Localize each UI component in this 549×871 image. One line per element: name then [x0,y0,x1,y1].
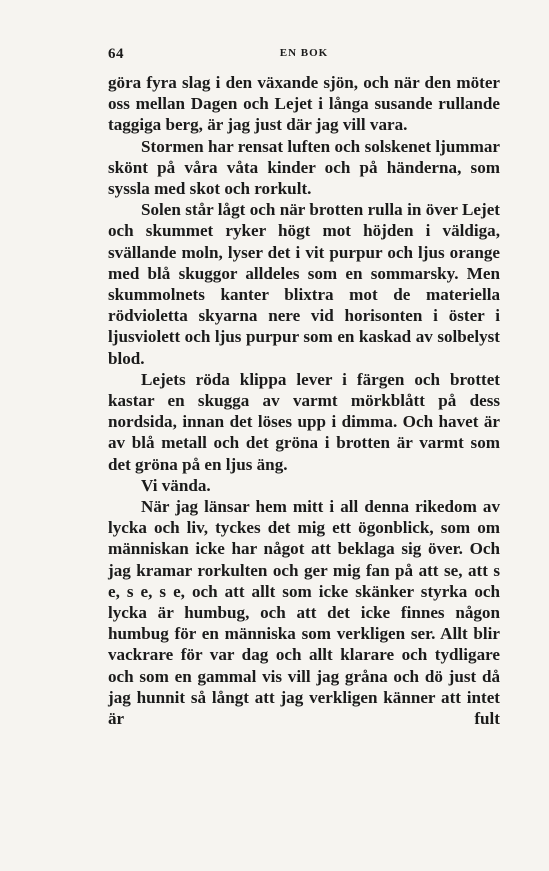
paragraph-6: När jag länsar hem mitt i all denna rikedom av lycka och liv, tyckes det mig ett ögonblick, som om människan icke har något att beklaga sig över. Och jag kramar rorkulten och ger mig fan på att se, att s e, s e, s e, och att allt som icke skänker styrka och lycka är humbug, och att det icke finnes någon humbug för en människa som verkligen ser. Allt blir vackrare för var dag och allt klarare och tydligare och som en gammal vis vill jag gråna och dö just då jag hunnit så långt att jag verkligen känner att intet är fult [108,497,500,729]
page-header [108,46,500,66]
paragraph-1: göra fyra slag i den växande sjön, och när den möter oss mellan Dagen och Lejet i långa susande rullande taggiga berg, är jag just där jag vill vara. [108,73,500,135]
paragraph-4: Lejets röda klippa lever i färgen och brottet kastar en skugga av varmt mörkblått på dess nordsida, innan det löses upp i dimma. Och havet är av blå metall och det gröna i brotten är varmt som det gröna på en ljus äng. [108,369,500,474]
paragraph-5: Vi vända. [141,475,211,495]
paragraph-3: Solen står lågt och när brotten rulla in över Lejet och skummet ryker högt mot höjden i väldiga, svällande moln, lyser det i vit purpur och ljus orange med blå skuggor alldeles som en sommarsky. Men skummolnets kanter blixtra mot de materiella rödvioletta skyarna nere vid horisonten i öster i ljusviolett och ljus purpur som en kaskad av solbelyst blod. [108,200,500,368]
page-number: 64 [108,46,124,62]
body-text [108,72,500,729]
running-title: EN BOK [279,47,329,59]
paragraph-2: Stormen har rensat luften och solskenet ljummar skönt på våra våta kinder och på händerna, som syssla med skot och rorkult. [108,136,500,199]
